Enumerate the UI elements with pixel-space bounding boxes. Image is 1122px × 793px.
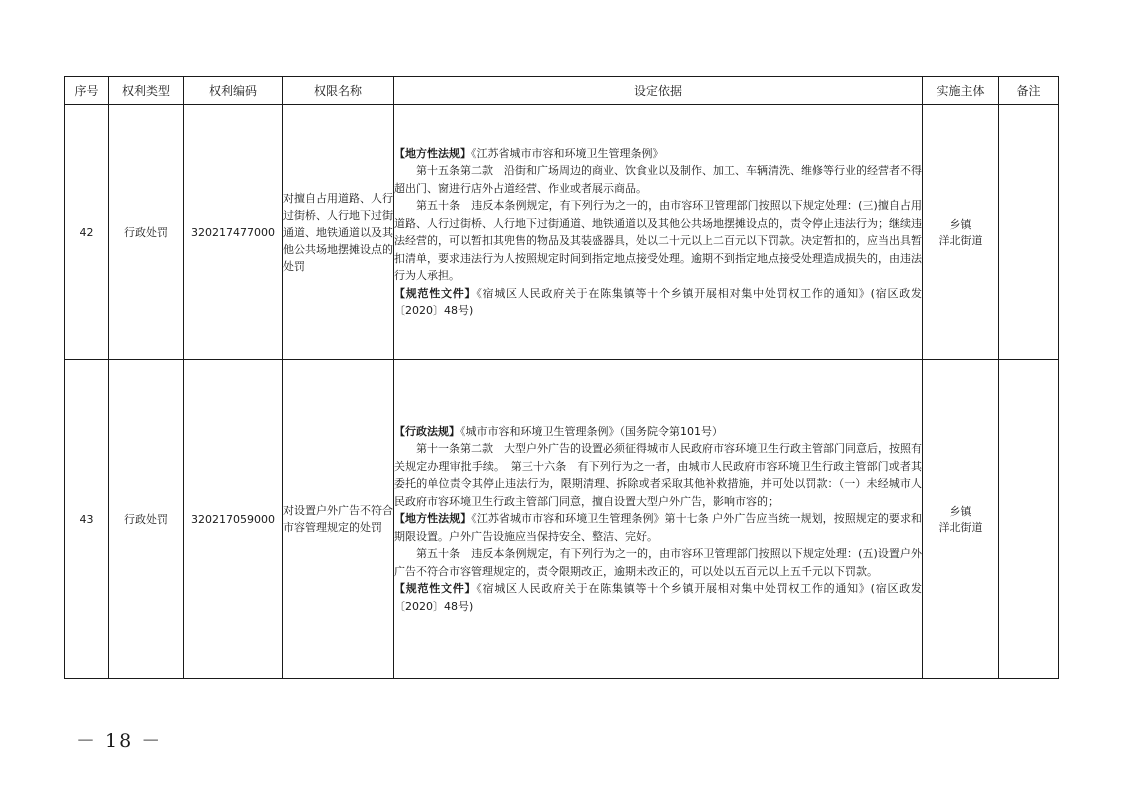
header-code: 权利编码 bbox=[184, 77, 283, 105]
row-basis bbox=[394, 105, 923, 360]
row-subject bbox=[923, 105, 999, 360]
basis-paragraph bbox=[394, 145, 922, 163]
basis-text: 《江苏省城市市容和环境卫生管理条例》第十七条 户外广告应当统一规划，按照规定的要求和期限设置。户外广告设施应当保持安全、整洁、完好。 bbox=[394, 512, 922, 543]
basis-text: 《城市市容和环境卫生管理条例》（国务院令第101号） bbox=[460, 424, 723, 438]
basis-tag: 【地方性法规】 bbox=[394, 512, 472, 526]
row-type: 行政处罚 bbox=[109, 105, 184, 360]
header-row bbox=[65, 77, 1059, 105]
basis-paragraph bbox=[394, 423, 922, 441]
row-note bbox=[999, 105, 1059, 360]
row-subject bbox=[923, 360, 999, 679]
basis-paragraph bbox=[394, 580, 922, 615]
row-seq: 43 bbox=[65, 360, 109, 679]
row-basis bbox=[394, 360, 923, 679]
row-note bbox=[999, 360, 1059, 679]
subject-line: 乡镇 bbox=[949, 218, 972, 231]
subject-line: 洋北街道 bbox=[938, 234, 983, 247]
basis-text: 《江苏省城市市容和环境卫生管理条例》 bbox=[471, 146, 664, 160]
header-note: 备注 bbox=[999, 77, 1059, 105]
header-basis: 设定依据 bbox=[394, 77, 923, 105]
basis-paragraph bbox=[394, 510, 922, 545]
basis-tag: 【地方性法规】 bbox=[394, 146, 471, 160]
row-code: 320217477000 bbox=[184, 105, 283, 360]
basis-text: 第五十条 违反本条例规定，有下列行为之一的，由市容环卫管理部门按照以下规定处理：(五)设置户外广告不符合市容管理规定的，责令限期改正，逾期未改正的，可以处以五百元以上五千元以下罚款。 bbox=[394, 547, 922, 578]
basis-tag: 【规范性文件】 bbox=[394, 582, 477, 596]
basis-paragraph bbox=[394, 545, 922, 580]
basis-text: 《宿城区人民政府关于在陈集镇等十个乡镇开展相对集中处罚权工作的通知》(宿区政发〔2020〕48号) bbox=[394, 286, 922, 317]
basis-text: 第五十条 违反本条例规定，有下列行为之一的，由市容环卫管理部门按照以下规定处理：(三)擅自占用道路、人行过街桥、人行地下过街通道、地铁通道以及其他公共场地摆摊设点的，责令停止违法行为；继续违法经营的，可以暂扣其兜售的物品及其装盛器具，处以二十元以上二百元以下罚款。决定暂扣的，应当出具暂扣清单，要求违法行为人按照规定时间到指定地点接受处理。逾期不到指定地点接受处理造成损失的，由违法行为人承担。 bbox=[394, 199, 922, 282]
row-name: 对设置户外广告不符合市容管理规定的处罚 bbox=[283, 360, 394, 679]
row-seq: 42 bbox=[65, 105, 109, 360]
page-number: － 18 － bbox=[76, 730, 163, 752]
basis-text: 《宿城区人民政府关于在陈集镇等十个乡镇开展相对集中处罚权工作的通知》(宿区政发〔2020〕48号) bbox=[394, 582, 922, 613]
row-code: 320217059000 bbox=[184, 360, 283, 679]
basis-tag: 【规范性文件】 bbox=[394, 286, 477, 300]
basis-text: 第十一条第二款 大型户外广告的设置必须征得城市人民政府市容环境卫生行政主管部门同意后，按照有关规定办理审批手续。 第三十六条 有下列行为之一者，由城市人民政府市容环境卫生行政主管部门或者其委托的单位责令其停止违法行为，限期清理、拆除或者采取其他补救措施，并可处以罚款：（一）未经城市人民政府市容环境卫生行政主管部门同意，擅自设置大型户外广告，影响市容的； bbox=[394, 442, 922, 508]
subject-line: 洋北街道 bbox=[938, 521, 983, 534]
header-name: 权限名称 bbox=[283, 77, 394, 105]
basis-paragraph bbox=[394, 440, 922, 510]
basis-paragraph bbox=[394, 285, 922, 320]
basis-paragraph bbox=[394, 197, 922, 285]
subject-line: 乡镇 bbox=[949, 505, 972, 518]
permissions-table bbox=[64, 76, 1059, 679]
table-row bbox=[65, 360, 1059, 679]
basis-tag: 【行政法规】 bbox=[394, 424, 460, 438]
header-type: 权利类型 bbox=[109, 77, 184, 105]
row-type: 行政处罚 bbox=[109, 360, 184, 679]
row-name: 对擅自占用道路、人行过街桥、人行地下过街通道、地铁通道以及其他公共场地摆摊设点的处罚 bbox=[283, 105, 394, 360]
basis-text: 第十五条第二款 沿街和广场周边的商业、饮食业以及制作、加工、车辆清洗、维修等行业的经营者不得超出门、窗进行店外占道经营、作业或者展示商品。 bbox=[394, 164, 922, 195]
table-row bbox=[65, 105, 1059, 360]
header-seq: 序号 bbox=[65, 77, 109, 105]
header-subject: 实施主体 bbox=[923, 77, 999, 105]
basis-paragraph bbox=[394, 162, 922, 197]
